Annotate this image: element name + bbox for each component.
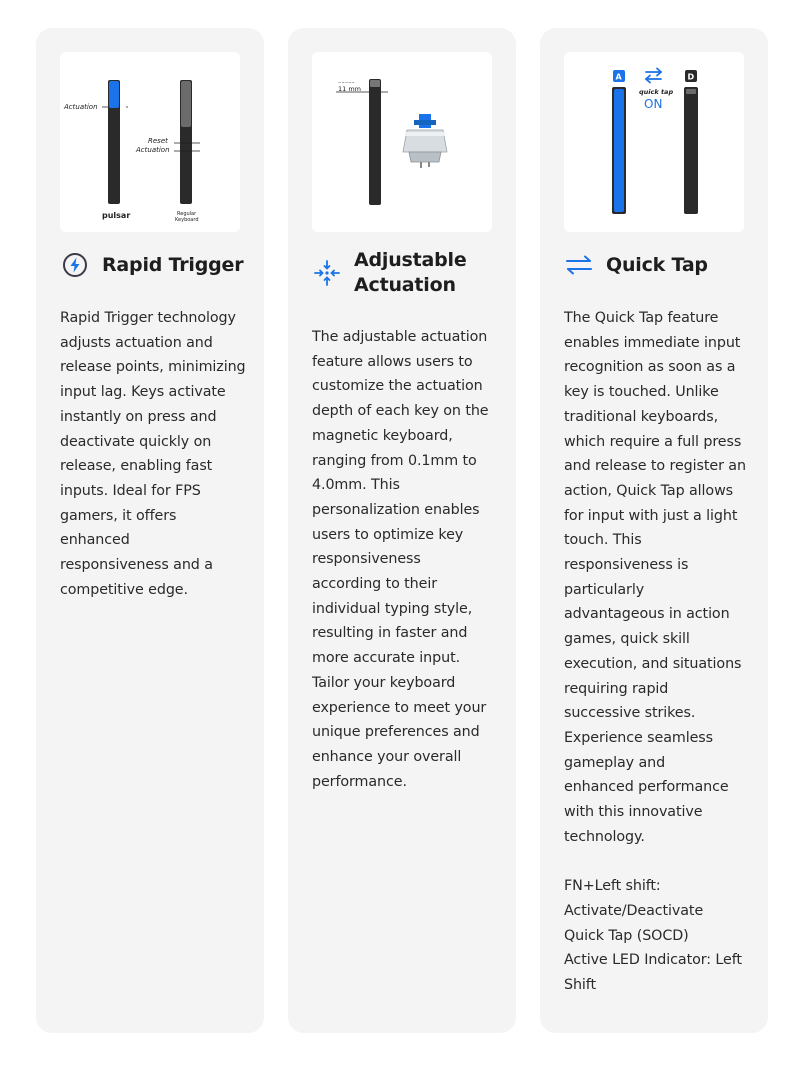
key-a-fill <box>614 89 624 212</box>
label-keyboard: Keyboard <box>175 217 199 223</box>
regular-key-top <box>181 81 191 127</box>
label-actuation: Actuation <box>64 103 98 111</box>
title-row <box>312 248 467 298</box>
key-d-bar <box>684 87 698 214</box>
card-description: The adjustable actuation feature allows users to customize the actuation depth of each key on the magnetic keyboard, ranging from 0.1mm to 4.0mm. This personalization enables users to optimize key responsiveness according to their individual typing style, resulting in faster and more accurate input. Tailor your keyboard experience to meet your unique preferences and enhance your overall performance. <box>312 329 489 790</box>
label-brand: pulsar <box>102 211 131 220</box>
label-reset: Reset <box>148 137 168 145</box>
compress-arrows-icon <box>312 258 342 288</box>
quick-tap-diagram <box>564 52 744 232</box>
card-title: Rapid Trigger <box>102 253 244 276</box>
label-regular: Regular <box>177 211 197 217</box>
quick-tap-illustration <box>564 52 744 232</box>
card-title: Adjustable Actuation <box>354 249 467 296</box>
label-depth: 11 mm <box>338 85 362 93</box>
feature-card-quick-tap <box>540 28 768 1033</box>
feature-card-rapid-trigger <box>36 28 264 1033</box>
key-d-top <box>686 89 696 94</box>
rapid-trigger-diagram <box>60 52 240 232</box>
label-top: ~~~~~ <box>338 80 355 85</box>
key-d-label: D <box>687 72 695 82</box>
card-description: The Quick Tap feature enables immediate input recognition as soon as a key is touched. Unlike traditional keyboards, which require a full press and release to register an action, Quick Tap allows for input with just a light touch. This responsiveness is particularly advantageous in action games, quick skill execution, and situations requiring rapid successive strikes. Experience seamless gameplay and enhanced performance with this innovative technology. FN+Left shift: Activate/Deactivate Quick Tap (SOCD) Active LED Indicator: Left Shift <box>564 310 746 993</box>
adjustable-actuation-diagram <box>312 52 492 232</box>
key-bar <box>369 79 381 205</box>
switch-icon <box>403 114 447 168</box>
key-a-label: A <box>615 72 622 82</box>
label-actuation-regular: Actuation <box>136 146 170 154</box>
title-row <box>564 250 708 280</box>
card-description: Rapid Trigger technology adjusts actuation and release points, minimizing input lag. Keys activate instantly on press and deactivate quickly on release, enabling fast inputs. Ideal for FPS gamers, it offers enhanced responsiveness and a competitive edge. <box>60 310 246 598</box>
pulsar-actuation-fill <box>109 81 119 108</box>
lightning-circle-icon <box>60 250 90 280</box>
swap-arrows-icon <box>646 69 661 83</box>
label-on: ON <box>644 97 663 111</box>
label-quick-tap: quick tap <box>639 88 674 96</box>
key-bar-top <box>370 80 380 87</box>
swap-arrows-icon <box>564 250 594 280</box>
card-title: Quick Tap <box>606 253 708 276</box>
feature-card-adjustable-actuation <box>288 28 516 1033</box>
adjustable-actuation-illustration <box>312 52 492 232</box>
title-row <box>60 250 243 280</box>
rapid-trigger-illustration <box>60 52 240 232</box>
